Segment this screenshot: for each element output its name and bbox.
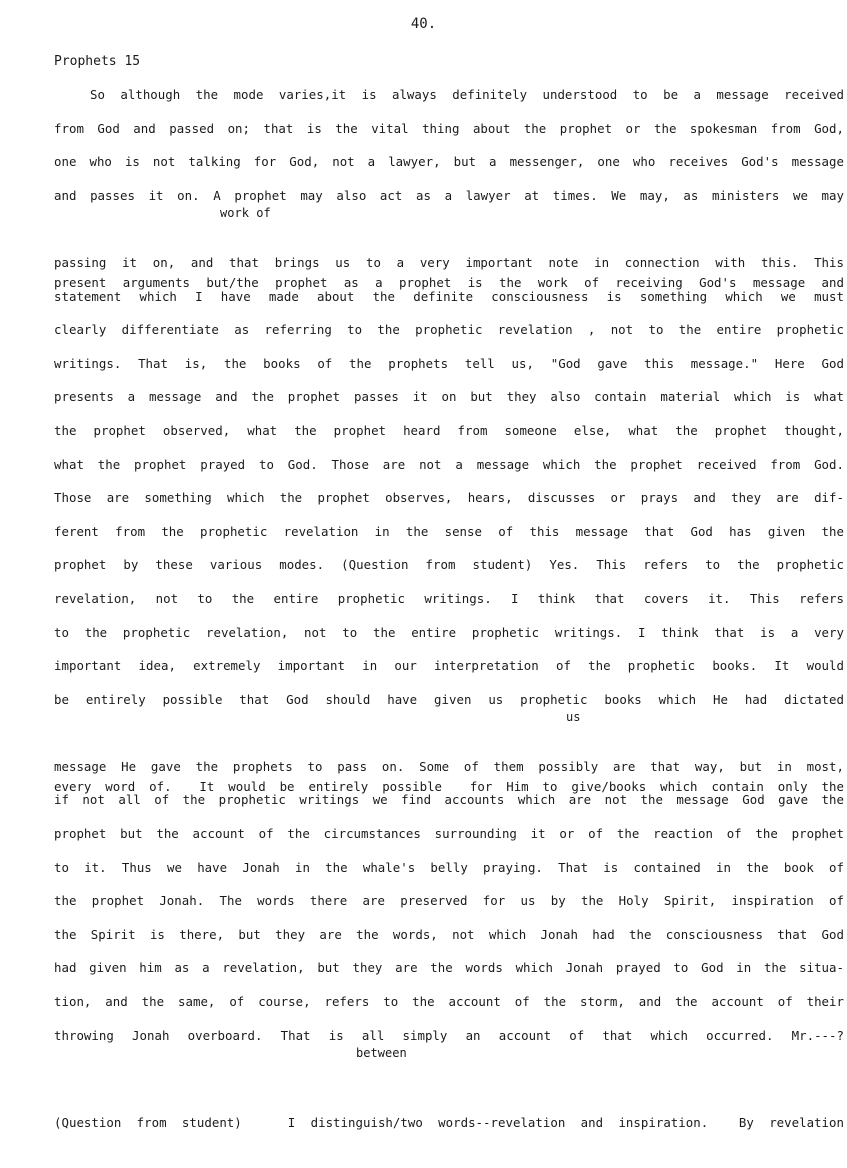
text-line-26: the Spirit is there, but they are the words, not which Jonah had the consciousness that God xyxy=(54,926,844,942)
text-line-30: (Question from student) I distinguish/two words--revelation and inspiration. By revelation xyxy=(54,1115,844,1131)
interlinear-insertion: work of xyxy=(220,206,271,221)
text-line-3: one who is not talking for God, not a lawyer, but a messenger, one who receives God's message xyxy=(54,154,844,170)
text-line-10: presents a message and the prophet passes it on but they also contain material which is what xyxy=(54,389,844,405)
text-line-28: tion, and the same, of course, refers to the account of the storm, and the account of their xyxy=(54,994,844,1010)
text-line-4: and passes it on. A prophet may also act as a lawyer at times. We may, as ministers we may xyxy=(54,187,844,203)
text-line-9: writings. That is, the books of the prophets tell us, "God gave this message." Here God xyxy=(54,355,844,371)
text-line-15: prophet by these various modes. (Question from student) Yes. This refers to the prophetic xyxy=(54,557,844,573)
text-line-8: clearly differentiate as referring to the prophetic revelation , not to the entire prophetic xyxy=(54,322,844,338)
text-line-29: throwing Jonah overboard. That is all simply an account of that which occurred. Mr.---? xyxy=(54,1027,844,1043)
text-line-13: Those are something which the prophet observes, hears, discusses or prays and they are dif- xyxy=(54,490,844,506)
text-line-17: to the prophetic revelation, not to the entire prophetic writings. I think that is a very xyxy=(54,624,844,640)
interlinear-insertion: us xyxy=(566,710,581,725)
text-line-14: ferent from the prophetic revelation in the sense of this message that God has given the xyxy=(54,523,844,539)
text-line-27: had given him as a revelation, but they are the words which Jonah prayed to God in the situa- xyxy=(54,960,844,976)
text-line-6: passing it on, and that brings us to a very important note in connection with this. This xyxy=(54,254,844,270)
text-line-24: to it. Thus we have Jonah in the whale's belly praying. That is contained in the book of xyxy=(54,859,844,875)
text-line-20: every word of. It would be entirely possible for Him to give/books which contain only the xyxy=(54,779,844,795)
text-line-2: from God and passed on; that is the vital thing about the prophet or the spokesman from God, xyxy=(54,120,844,136)
text-line-25: the prophet Jonah. The words there are preserved for us by the Holy Spirit, inspiration of xyxy=(54,893,844,909)
text-line-22: if not all of the prophetic writings we find accounts which are not the message God gave the xyxy=(54,792,844,808)
interlinear-insertion: between xyxy=(356,1046,407,1061)
text-line-30-wrap xyxy=(54,1046,844,1131)
text-line-19: be entirely possible that God should have given us prophetic books which He had dictated xyxy=(54,691,844,707)
text-line-11: the prophet observed, what the prophet heard from someone else, what the prophet thought, xyxy=(54,422,844,438)
page-number: 40. xyxy=(410,16,437,32)
text-line-7: statement which I have made about the definite consciousness is something which we must xyxy=(54,288,844,304)
text-line-12: what the prophet prayed to God. Those are not a message which the prophet received from God. xyxy=(54,456,844,472)
text-line-23: prophet but the account of the circumstances surrounding it or of the reaction of the prophet xyxy=(54,826,844,842)
text-line-5: present arguments but/the prophet as a prophet is the work of receiving God's message and xyxy=(54,275,844,291)
page-header: Prophets 15 xyxy=(54,54,141,69)
text-line-18: important idea, extremely important in our interpretation of the prophetic books. It would xyxy=(54,658,844,674)
text-line-1: So although the mode varies,it is always definitely understood to be a message received xyxy=(90,87,844,102)
document-body xyxy=(54,86,844,1131)
text-line-21: message He gave the prophets to pass on. Some of them possibly are that way, but in most, xyxy=(54,758,844,774)
text-line-16: revelation, not to the entire prophetic writings. I think that covers it. This refers xyxy=(54,590,844,606)
